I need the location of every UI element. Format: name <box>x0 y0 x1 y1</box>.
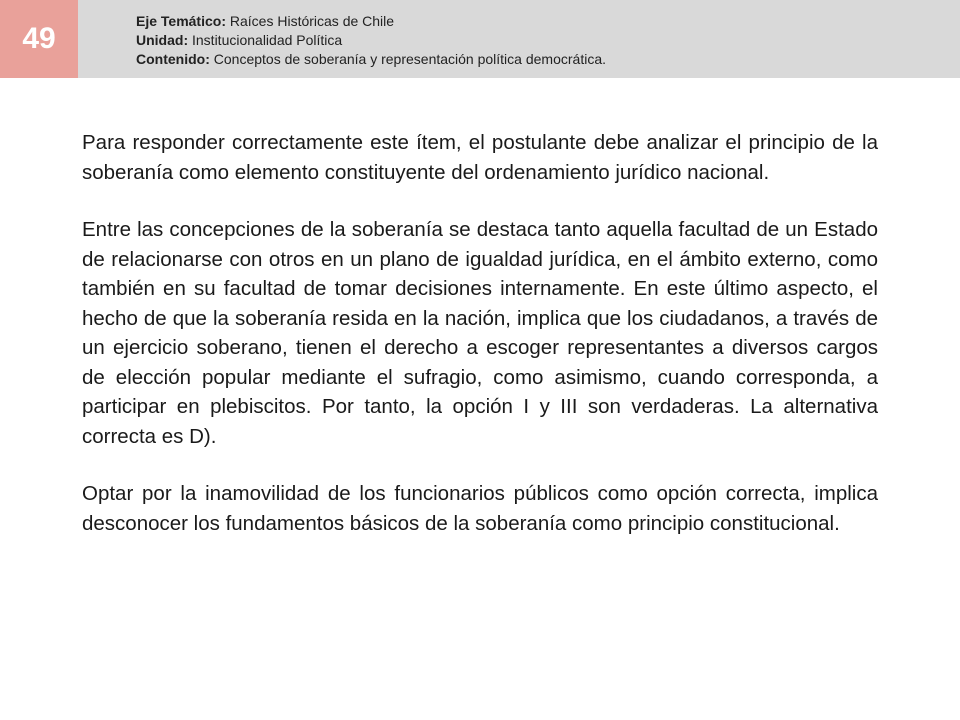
meta-value: Institucionalidad Política <box>188 32 343 48</box>
topic-metadata <box>136 12 606 69</box>
meta-contenido <box>136 50 606 69</box>
paragraph: Para responder correctamente este ítem, el postulante debe analizar el principio de la soberanía como elemento constituyente del ordenamiento jurídico nacional. <box>82 131 878 184</box>
meta-label: Unidad: <box>136 32 189 48</box>
explanation-body <box>82 128 878 566</box>
header-bar <box>0 0 960 78</box>
paragraph: Optar por la inamovilidad de los funcionarios públicos como opción correcta, implica desconocer los fundamentos básicos de la soberanía como principio constitucional. <box>82 482 878 535</box>
page-number-badge: 49 <box>0 0 78 78</box>
meta-label: Eje Temático: <box>136 13 226 29</box>
meta-value: Conceptos de soberanía y representación política democrática. <box>209 51 606 67</box>
meta-value: Raíces Históricas de Chile <box>226 13 395 29</box>
meta-label: Contenido: <box>136 51 210 67</box>
meta-eje-tematico <box>136 12 606 31</box>
paragraph: Entre las concepciones de la soberanía se destaca tanto aquella facultad de un Estado de relacionarse con otros en un plano de igualdad jurídica, en el ámbito externo, como también en su facultad de tomar decisiones internamente. En este último aspecto, el hecho de que la soberanía resida en la nación, implica que los ciudadanos, a través de un ejercicio soberano, tienen el derecho a escoger representantes a diversos cargos de elección popular mediante el sufragio, como asimismo, cuando corresponda, a participar en plebiscitos. Por tanto, la opción I y III son verdaderas. La alternativa correcta es D). <box>82 218 878 448</box>
meta-unidad <box>136 31 606 50</box>
